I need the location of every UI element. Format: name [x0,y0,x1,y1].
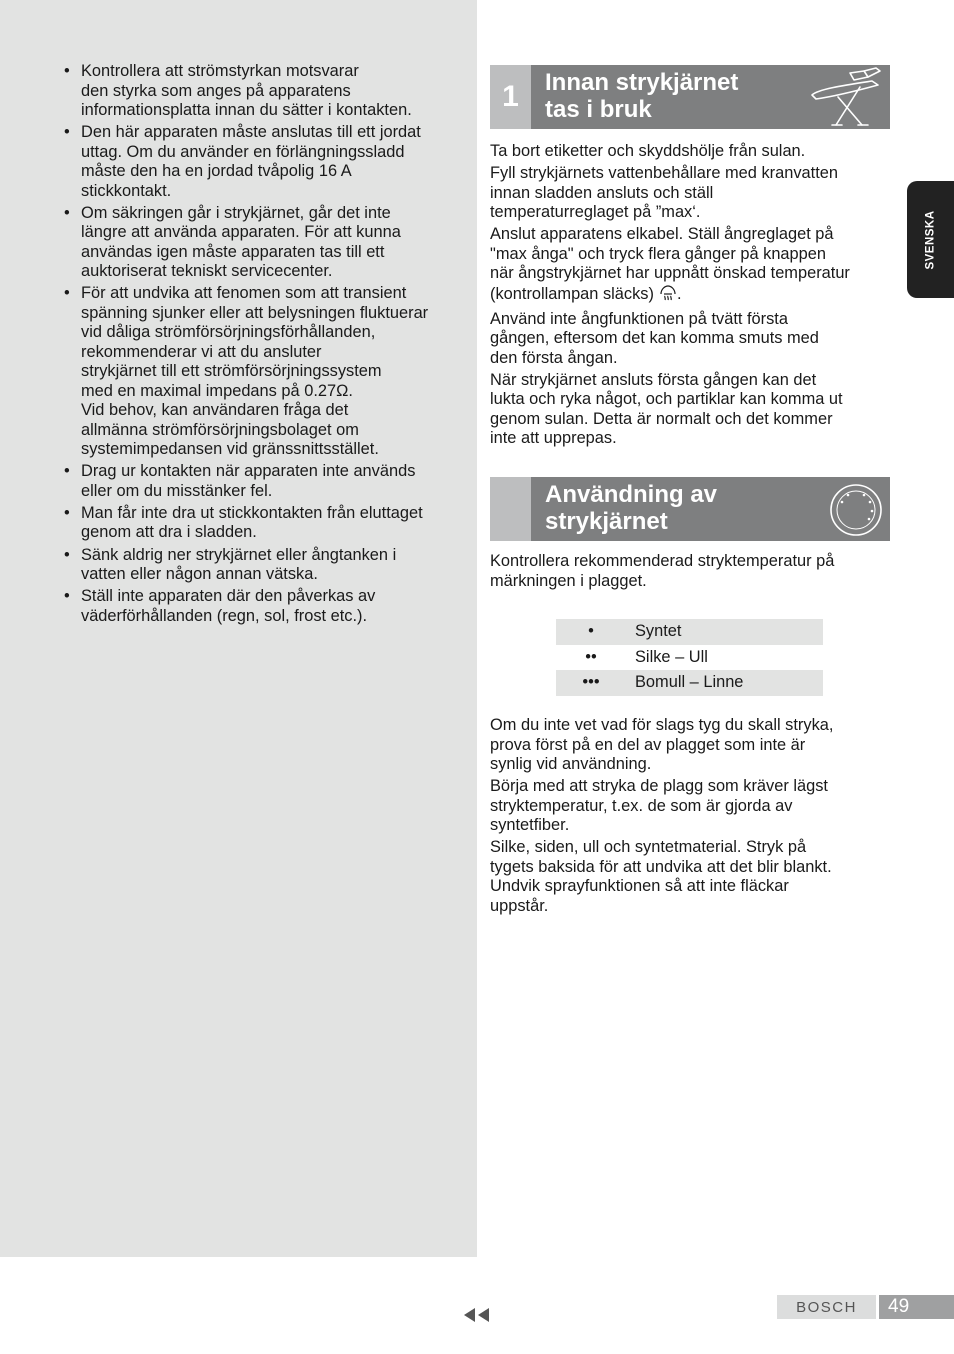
paragraph-text: Anslut apparatens elkabel. Ställ ångreglaget på "max ånga" och tryck flera gånger på knappen när ångstrykjärnet har uppnått önskad temperatur (kontrollampan släcks) [490,225,850,303]
list-item: • Den här apparaten måste anslutas till ett jordat uttag. Om du använder en förlängningssladd måste den ha en jordad tvåpolig 16 A stickkontakt. [64,123,468,201]
paragraph: Använd inte ångfunktionen på tvätt första gången, eftersom det kan komma smuts med den första ångan. [490,309,819,367]
steam-burst-icon [659,284,677,308]
fabric-temperature-table [556,619,823,696]
paragraph: Kontrollera rekommenderad stryktemperatur på märkningen i plagget. [490,552,835,590]
section-2-intro [490,552,900,594]
ironing-board-icon [806,67,886,134]
section-1-header [490,65,890,129]
paragraph-suffix: . [676,284,682,303]
fabric-label: Bomull – Linne [626,670,823,696]
page-number: 49 [879,1295,954,1319]
fabric-label: Syntet [626,619,823,645]
paragraph: Börja med att stryka de plagg som kräver lägst stryktemperatur, t.ex. de som är gjorda av syntetfiber. [490,777,828,835]
list-item: • För att undvika att fenomen som att transient spänning sjunker eller att belysningen fluktuerar vid dåliga strömförsörjningsförhållanden, rekommenderar vi att du ansluter strykjärnet till ett strömförsörjningssystem med en maximal impedans på 0.27Ω. Vid behov, kan användaren fråga det allmänna strömförsörjningsbolaget om systemimpedansen vid gränssnittsstället. [64,284,468,460]
table-row [556,619,823,645]
paragraph: Om du inte vet vad för slags tyg du skall stryka, prova först på en del av plagget som inte är synlig vid användning. [490,716,834,773]
paragraph [490,225,900,307]
section-2-title: Användning av strykjärnet [545,481,718,535]
paragraph: Ta bort etiketter och skyddshölje från sulan. [490,142,806,160]
temperature-dots: ••• [556,670,626,696]
section-2-body [490,716,900,919]
paragraph: När strykjärnet ansluts första gången kan det lukta och ryka något, och partiklar kan komma ut genom sulan. Detta är normalt och det kommer inte att upprepas. [490,370,843,448]
paragraph: Fyll strykjärnets vattenbehållare med kranvatten innan sladden ansluts och ställ temperaturreglaget på ”max‘. [490,164,839,222]
safety-list [64,62,468,629]
section-1-body [490,142,900,451]
language-tab [907,181,954,298]
temperature-dial-icon [828,482,884,543]
section-1-number: 1 [490,65,531,129]
table-row [556,670,823,696]
list-item: • Sänk aldrig ner strykjärnet eller ångtanken i vatten eller någon annan vätska. [64,546,468,585]
fabric-label: Silke – Ull [635,647,708,666]
paragraph: Silke, siden, ull och syntetmaterial. Stryk på tygets baksida för att undvika att det blir blankt. Undvik sprayfunktionen så att inte fläckar uppstår. [490,838,832,915]
section-2-number [490,477,531,541]
brand-label: BOSCH [777,1295,876,1319]
list-item: • Drag ur kontakten när apparaten inte används eller om du misstänker fel. [64,462,468,501]
list-item: • Ställ inte apparaten där den påverkas av väderförhållanden (regn, sol, frost etc.). [64,587,468,626]
list-item: • Kontrollera att strömstyrkan motsvarar den styrka som anges på apparatens informationsplatta innan du sätter i kontakten. [64,62,468,121]
rewind-arrows-icon[interactable] [463,1307,491,1323]
section-2-header [490,477,890,541]
temperature-dots: •• [585,647,597,666]
table-row [556,645,823,671]
section-1-title: Innan strykjärnet tas i bruk [545,69,739,123]
list-item: • Man får inte dra ut stickkontakten från eluttaget genom att dra i sladden. [64,504,468,543]
language-label: SVENSKA [924,209,937,270]
list-item: • Om säkringen går i strykjärnet, går det inte längre att använda apparaten. För att kunna användas igen måste apparaten tas till ett auktoriserat tekniskt servicecenter. [64,204,468,282]
temperature-dots: • [556,619,626,645]
